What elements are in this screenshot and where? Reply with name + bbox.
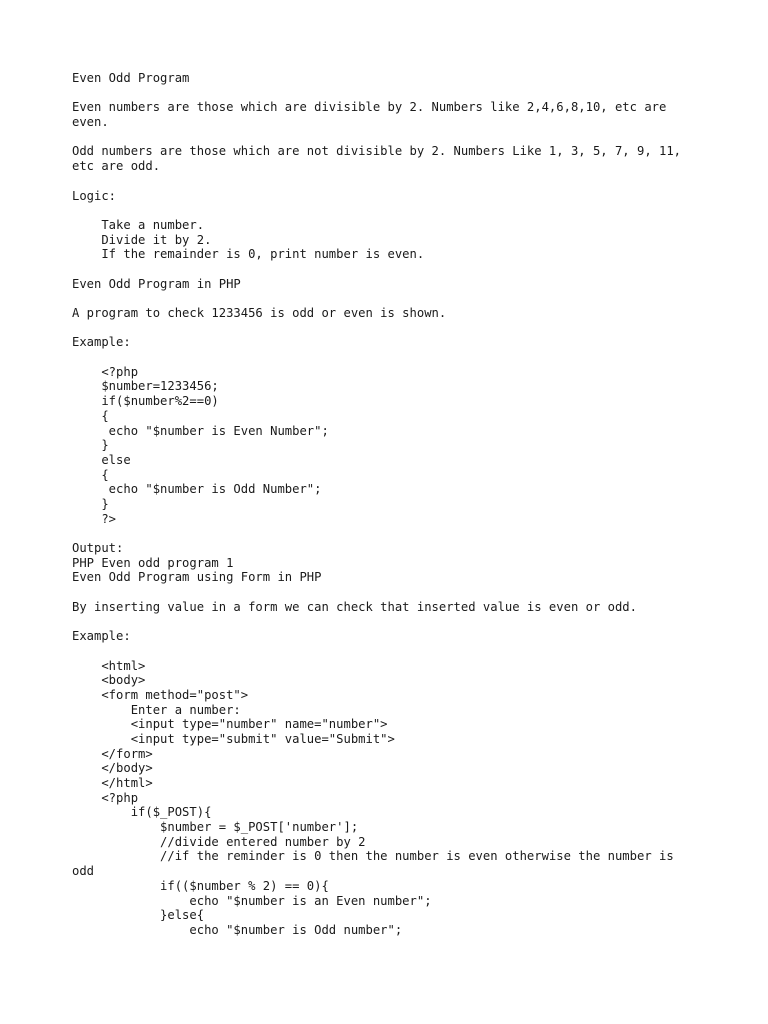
blank-line <box>72 614 712 629</box>
document-body <box>72 71 712 938</box>
text-line: odd <box>72 864 95 879</box>
text-line: Take a number. <box>72 217 205 232</box>
text-line: //if the reminder is 0 then the number is even otherwise the number is <box>72 849 674 864</box>
text-line: Example: <box>72 335 131 350</box>
text-line: <html> <box>72 658 146 673</box>
text-line: even. <box>72 115 109 130</box>
blank-line <box>72 86 712 101</box>
text-line: echo "$number is Odd number"; <box>72 922 403 937</box>
text-line: $number=1233456; <box>72 379 219 394</box>
text-line: PHP Even odd program 1 <box>72 555 234 570</box>
text-line: <body> <box>72 673 146 688</box>
text-line: A program to check 1233456 is odd or even is shown. <box>72 306 447 320</box>
blank-line <box>72 585 712 600</box>
blank-line <box>72 203 712 218</box>
text-line: { <box>72 467 109 482</box>
text-line: if($_POST){ <box>72 805 212 820</box>
text-line: <?php <box>72 364 139 379</box>
text-line: //divide entered number by 2 <box>72 834 366 849</box>
text-line: If the remainder is 0, print number is even. <box>72 247 425 262</box>
blank-line <box>72 130 712 145</box>
text-line: ?> <box>72 511 117 526</box>
blank-line <box>72 644 712 659</box>
blank-line <box>72 350 712 365</box>
text-line: etc are odd. <box>72 159 161 174</box>
text-line: if($number%2==0) <box>72 394 219 409</box>
blank-line <box>72 291 712 306</box>
text-line: Logic: <box>72 188 117 203</box>
text-line: echo "$number is Odd Number"; <box>72 482 322 497</box>
text-line: Enter a number: <box>72 702 241 717</box>
text-line: { <box>72 408 109 423</box>
text-line: } <box>72 496 109 511</box>
text-line: Even Odd Program <box>72 71 190 85</box>
text-line: </body> <box>72 761 153 776</box>
text-line: Output: <box>72 541 124 555</box>
text-line: </html> <box>72 776 153 790</box>
text-line: } <box>72 438 109 453</box>
text-line: <?php <box>72 790 139 805</box>
text-line: <form method="post"> <box>72 687 249 702</box>
blank-line <box>72 526 712 541</box>
text-line: <input type="submit" value="Submit"> <box>72 731 395 746</box>
text-line: else <box>72 452 131 467</box>
text-line: $number = $_POST['number']; <box>72 820 359 835</box>
text-line: Example: <box>72 629 131 644</box>
text-line: Even numbers are those which are divisible by 2. Numbers like 2,4,6,8,10, etc are <box>72 100 667 115</box>
blank-line <box>72 262 712 277</box>
text-line: Even Odd Program in PHP <box>72 276 241 291</box>
blank-line <box>72 174 712 189</box>
text-line: }else{ <box>72 908 205 923</box>
text-line: echo "$number is Even Number"; <box>72 423 329 438</box>
text-line: By inserting value in a form we can check that inserted value is even or odd. <box>72 599 637 614</box>
text-line: echo "$number is an Even number"; <box>72 893 432 908</box>
text-line: Odd numbers are those which are not divisible by 2. Numbers Like 1, 3, 5, 7, 9, 11, <box>72 144 682 159</box>
text-line: </form> <box>72 746 153 761</box>
blank-line <box>72 321 712 336</box>
text-line: Divide it by 2. <box>72 232 212 247</box>
text-line: if(($number % 2) == 0){ <box>72 878 329 893</box>
text-line: Even Odd Program using Form in PHP <box>72 570 322 585</box>
text-line: <input type="number" name="number"> <box>72 717 388 732</box>
